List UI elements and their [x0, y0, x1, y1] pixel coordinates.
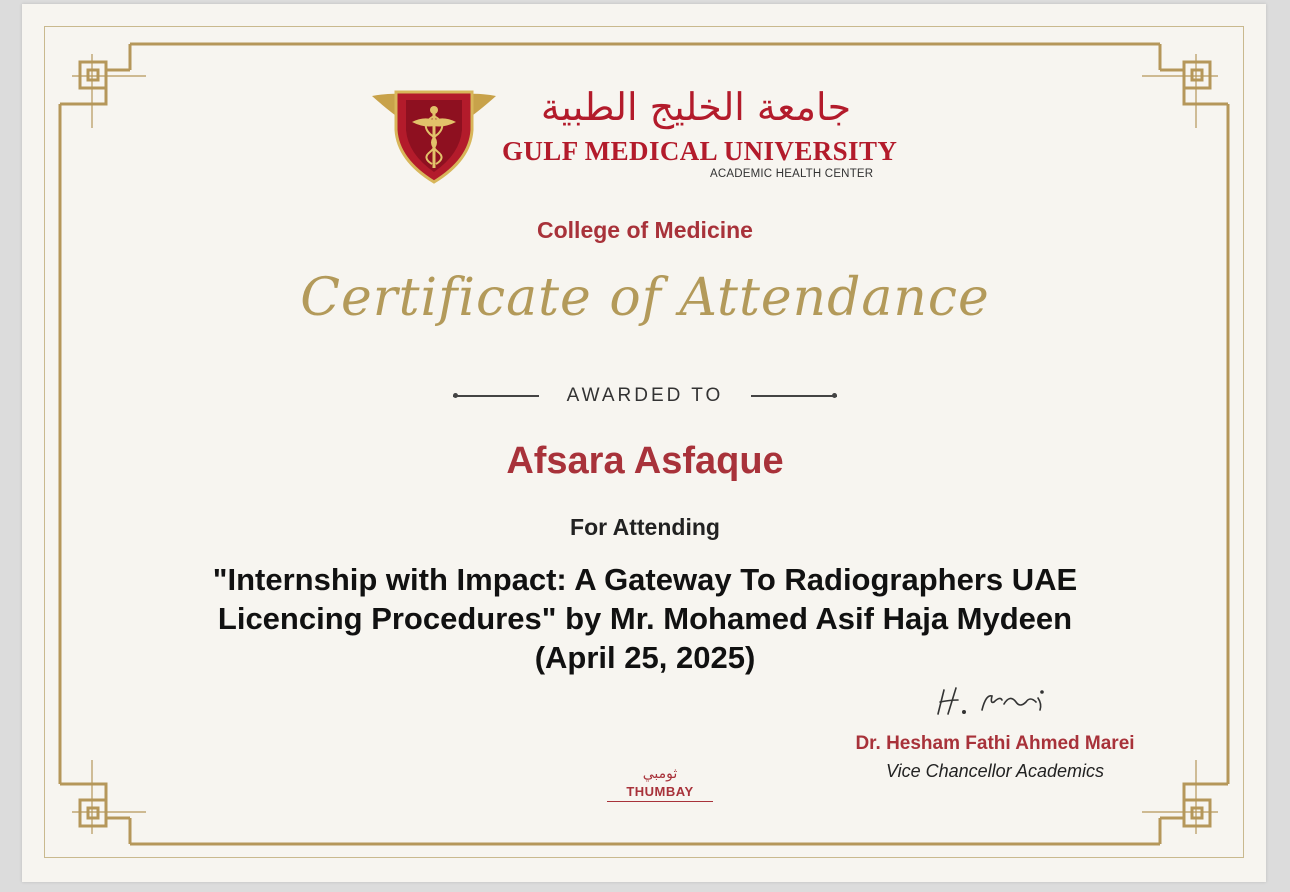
for-attending-label: For Attending — [570, 514, 720, 540]
handwritten-signature — [930, 680, 1060, 726]
event-description — [0, 560, 1290, 677]
divider-right — [751, 395, 837, 397]
signatory-name: Dr. Hesham Fathi Ahmed Marei — [855, 733, 1135, 754]
awarded-to-label: AWARDED TO — [566, 385, 724, 406]
university-name: GULF MEDICAL UNIVERSITY — [502, 136, 898, 166]
crest-icon — [372, 82, 496, 186]
thumbay-underline — [607, 801, 713, 802]
divider-left — [453, 395, 539, 397]
college-name: College of Medicine — [537, 217, 753, 243]
event-line-1: "Internship with Impact: A Gateway To Radiographers UAE — [212, 562, 1078, 597]
event-date: (April 25, 2025) — [534, 640, 756, 675]
certificate-title: Certificate of Attendance — [300, 268, 990, 328]
recipient-name: Afsara Asfaque — [506, 440, 784, 482]
thumbay-name: THUMBAY — [626, 784, 694, 799]
thumbay-arabic: ثومبي — [642, 766, 678, 782]
university-arabic-name: جامعة الخليج الطبية — [540, 85, 852, 129]
university-logo — [372, 82, 902, 192]
event-line-2: Licencing Procedures" by Mr. Mohamed Asif Haja Mydeen — [217, 601, 1073, 636]
thumbay-logo — [600, 766, 720, 802]
signatory-title: Vice Chancellor Academics — [885, 761, 1105, 781]
awarded-to-row — [0, 384, 1290, 408]
university-subtitle: ACADEMIC HEALTH CENTER — [710, 168, 874, 180]
